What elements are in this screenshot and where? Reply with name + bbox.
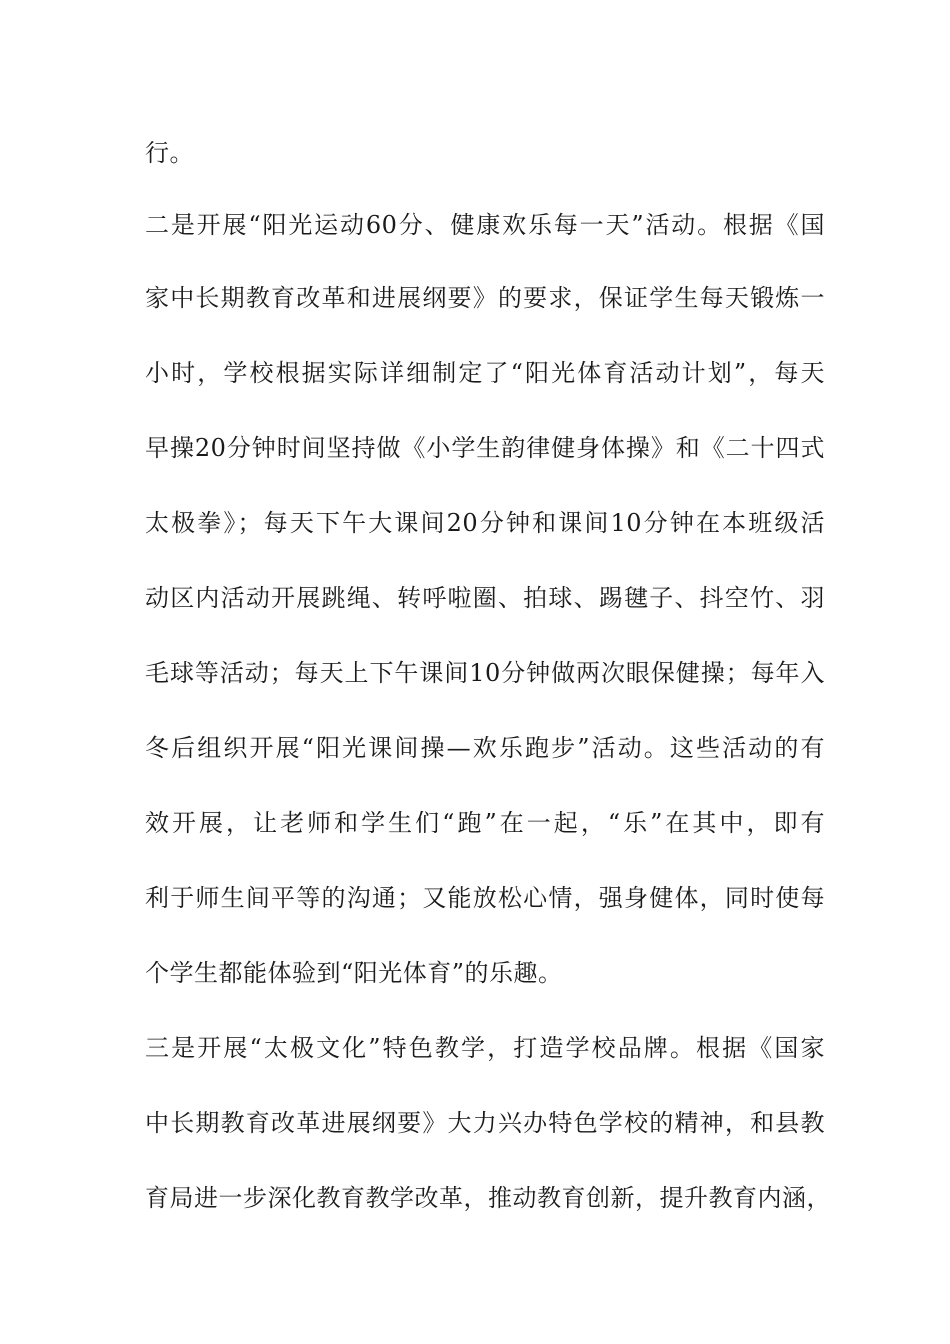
paragraph-line: 行。 [145,139,194,167]
paragraph-line: 冬后组织开展“阳光课间操—欢乐跑步”活动。这些活动的有 [145,734,825,762]
paragraph-line: 个学生都能体验到“阳光体育”的乐趣。 [145,959,563,987]
paragraph-line: 早操20分钟时间坚持做《小学生韵律健身体操》和《二十四式 [145,434,825,462]
paragraph-line: 二是开展“阳光运动60分、健康欢乐每一天”活动。根据《国 [145,211,825,239]
paragraph-line: 中长期教育改革进展纲要》大力兴办特色学校的精神，和县教 [145,1109,825,1137]
paragraph-line: 效开展，让老师和学生们“跑”在一起，“乐”在其中，即有 [145,809,825,837]
paragraph-line: 太极拳》；每天下午大课间20分钟和课间10分钟在本班级活 [145,509,825,537]
paragraph-line: 小时，学校根据实际详细制定了“阳光体育活动计划”，每天 [145,359,825,387]
paragraph-line: 毛球等活动；每天上下午课间10分钟做两次眼保健操；每年入 [145,659,825,687]
paragraph-line: 育局进一步深化教育教学改革，推动教育创新，提升教育内涵， [145,1184,831,1212]
paragraph-line: 家中长期教育改革和进展纲要》的要求，保证学生每天锻炼一 [145,284,825,312]
paragraph-line: 三是开展“太极文化”特色教学，打造学校品牌。根据《国家 [145,1034,825,1062]
paragraph-line: 动区内活动开展跳绳、转呼啦圈、拍球、踢毽子、抖空竹、羽 [145,584,825,612]
paragraph-line: 利于师生间平等的沟通；又能放松心情，强身健体，同时使每 [145,884,825,912]
